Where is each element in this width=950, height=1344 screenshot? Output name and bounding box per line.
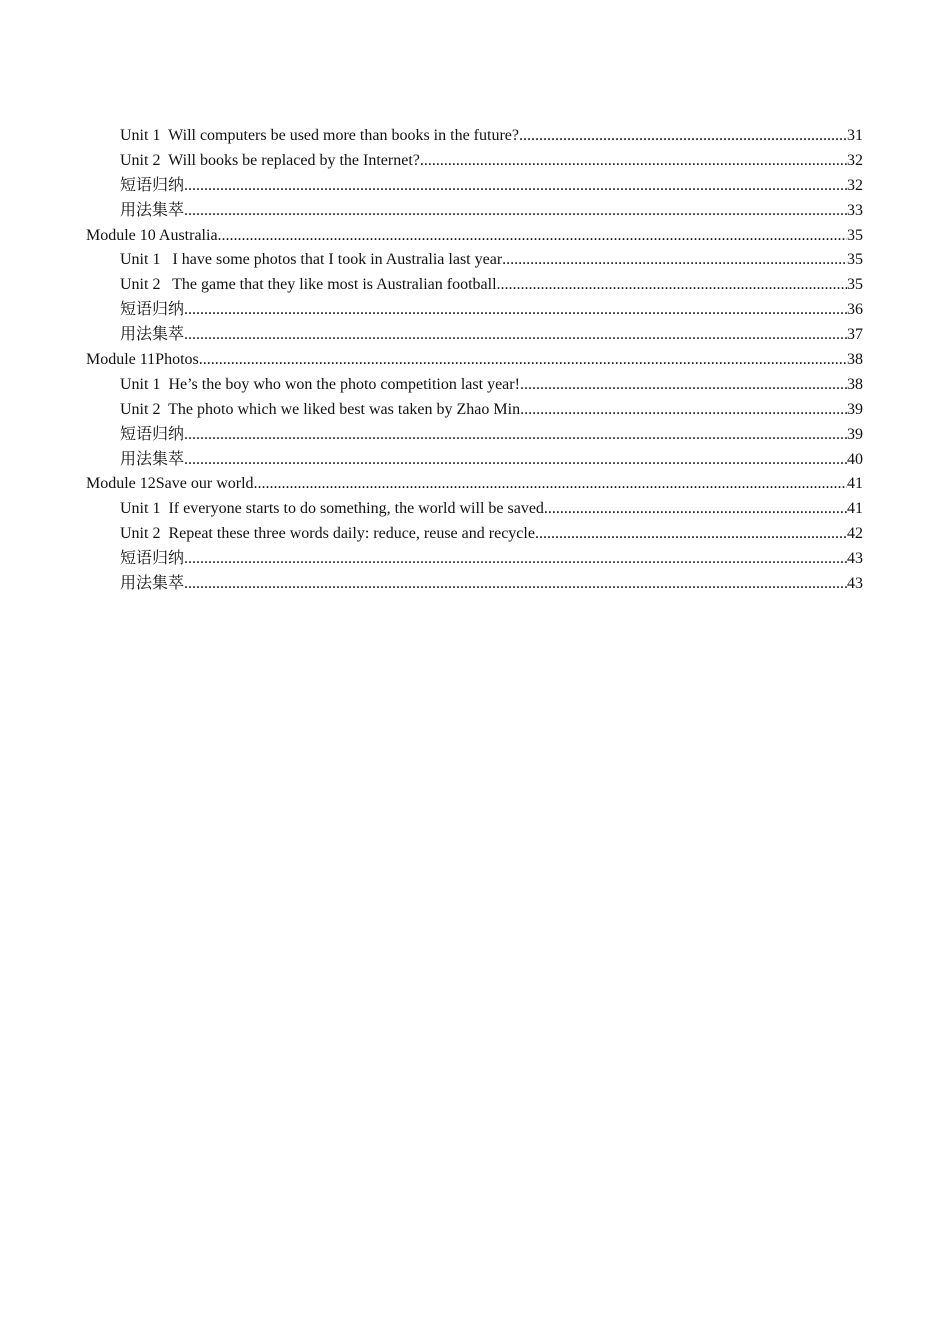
toc-dot-leader bbox=[502, 248, 847, 273]
toc-page-number: 35 bbox=[847, 251, 863, 269]
toc-entry-title: Module 10 Australia bbox=[86, 226, 218, 244]
toc-entry-title: Unit 1 I have some photos that I took in Australia last year bbox=[120, 251, 503, 269]
toc-dot-leader bbox=[420, 149, 847, 174]
toc-entry-title: 短语归纳 bbox=[120, 176, 185, 194]
table-of-contents bbox=[0, 124, 950, 597]
toc-entry-line bbox=[120, 522, 863, 547]
toc-dot-leader bbox=[199, 348, 847, 373]
toc-unit-entry[interactable] bbox=[0, 199, 950, 224]
toc-entry-title: Unit 2 Repeat these three words daily: reduce, reuse and recycle bbox=[120, 525, 535, 543]
toc-module-entry[interactable] bbox=[0, 224, 950, 249]
toc-dot-leader bbox=[520, 398, 847, 423]
toc-entry-line bbox=[120, 547, 863, 572]
toc-entry-title: 用法集萃 bbox=[120, 201, 185, 219]
toc-page-number: 40 bbox=[847, 450, 863, 468]
toc-page-number: 41 bbox=[847, 500, 863, 518]
toc-dot-leader bbox=[519, 124, 847, 149]
toc-dot-leader bbox=[184, 448, 847, 473]
toc-unit-entry[interactable] bbox=[0, 423, 950, 448]
toc-dot-leader bbox=[184, 174, 847, 199]
toc-entry-title: Unit 1 Will computers be used more than books in the future? bbox=[120, 127, 519, 144]
toc-entry-title: 短语归纳 bbox=[120, 425, 185, 443]
toc-dot-leader bbox=[184, 323, 847, 348]
toc-entry-line bbox=[120, 199, 863, 224]
toc-entry-line bbox=[120, 373, 863, 398]
toc-entry-title: Unit 2 The photo which we liked best was taken by Zhao Min bbox=[120, 400, 521, 418]
toc-dot-leader bbox=[535, 522, 847, 547]
toc-page-number: 32 bbox=[847, 176, 863, 194]
toc-entry-title: 短语归纳 bbox=[120, 550, 185, 568]
toc-page-number: 38 bbox=[847, 351, 863, 369]
toc-entry-line bbox=[120, 174, 863, 199]
toc-unit-entry[interactable] bbox=[0, 497, 950, 522]
toc-dot-leader bbox=[184, 572, 847, 597]
toc-page-number: 41 bbox=[847, 475, 863, 493]
toc-entry-title: Module 11Photos bbox=[86, 351, 199, 369]
toc-entry-title: Unit 1 If everyone starts to do something, the world will be saved bbox=[120, 500, 544, 518]
toc-page-number: 43 bbox=[847, 575, 863, 593]
toc-unit-entry[interactable] bbox=[0, 572, 950, 597]
toc-dot-leader bbox=[184, 298, 847, 323]
toc-dot-leader bbox=[520, 373, 847, 398]
toc-page-number: 35 bbox=[847, 226, 863, 244]
toc-entry-line bbox=[120, 124, 863, 149]
toc-entry-line bbox=[120, 423, 863, 448]
toc-unit-entry[interactable] bbox=[0, 248, 950, 273]
toc-page-number: 35 bbox=[847, 276, 863, 294]
toc-page-number: 38 bbox=[847, 375, 863, 393]
toc-entry-line bbox=[86, 472, 863, 497]
toc-dot-leader bbox=[184, 423, 847, 448]
toc-dot-leader bbox=[497, 273, 847, 298]
toc-entry-line bbox=[120, 398, 863, 423]
toc-page-number: 39 bbox=[847, 400, 863, 418]
toc-unit-entry[interactable] bbox=[0, 323, 950, 348]
toc-entry-line bbox=[120, 248, 863, 273]
toc-module-entry[interactable] bbox=[0, 348, 950, 373]
toc-page-number: 37 bbox=[847, 326, 863, 344]
toc-entry-title: Unit 1 He’s the boy who won the photo competition last year! bbox=[120, 375, 520, 393]
toc-dot-leader bbox=[254, 472, 847, 497]
toc-unit-entry[interactable] bbox=[0, 149, 950, 174]
toc-dot-leader bbox=[218, 224, 847, 249]
toc-unit-entry[interactable] bbox=[0, 398, 950, 423]
toc-dot-leader bbox=[184, 199, 847, 224]
toc-unit-entry[interactable] bbox=[0, 298, 950, 323]
toc-module-entry[interactable] bbox=[0, 472, 950, 497]
toc-unit-entry[interactable] bbox=[0, 547, 950, 572]
toc-unit-entry[interactable] bbox=[0, 522, 950, 547]
toc-page-number: 43 bbox=[847, 550, 863, 568]
toc-entry-title: Unit 2 Will books be replaced by the Internet? bbox=[120, 151, 420, 169]
toc-entry-title: 短语归纳 bbox=[120, 301, 185, 319]
toc-entry-line bbox=[120, 323, 863, 348]
toc-entry-title: Unit 2 The game that they like most is Australian football bbox=[120, 276, 497, 294]
toc-entry-title: 用法集萃 bbox=[120, 450, 185, 468]
toc-unit-entry[interactable] bbox=[0, 124, 950, 149]
toc-dot-leader bbox=[544, 497, 847, 522]
toc-dot-leader bbox=[184, 547, 847, 572]
toc-entry-line bbox=[120, 298, 863, 323]
toc-entry-line bbox=[120, 497, 863, 522]
toc-page-number: 36 bbox=[847, 301, 863, 319]
toc-unit-entry[interactable] bbox=[0, 174, 950, 199]
toc-entry-title: 用法集萃 bbox=[120, 575, 185, 593]
toc-page-number: 42 bbox=[847, 525, 863, 543]
toc-page-number: 31 bbox=[847, 127, 863, 144]
toc-entry-line bbox=[120, 572, 863, 597]
toc-entry-line bbox=[120, 149, 863, 174]
toc-entry-line bbox=[86, 224, 863, 249]
toc-entry-title: Module 12Save our world bbox=[86, 475, 254, 493]
toc-entry-line bbox=[120, 273, 863, 298]
toc-entry-line bbox=[120, 448, 863, 473]
toc-unit-entry[interactable] bbox=[0, 448, 950, 473]
toc-unit-entry[interactable] bbox=[0, 373, 950, 398]
toc-entry-line bbox=[86, 348, 863, 373]
toc-entry-title: 用法集萃 bbox=[120, 326, 185, 344]
toc-page-number: 33 bbox=[847, 201, 863, 219]
toc-page-number: 39 bbox=[847, 425, 863, 443]
toc-page-number: 32 bbox=[847, 151, 863, 169]
toc-unit-entry[interactable] bbox=[0, 273, 950, 298]
